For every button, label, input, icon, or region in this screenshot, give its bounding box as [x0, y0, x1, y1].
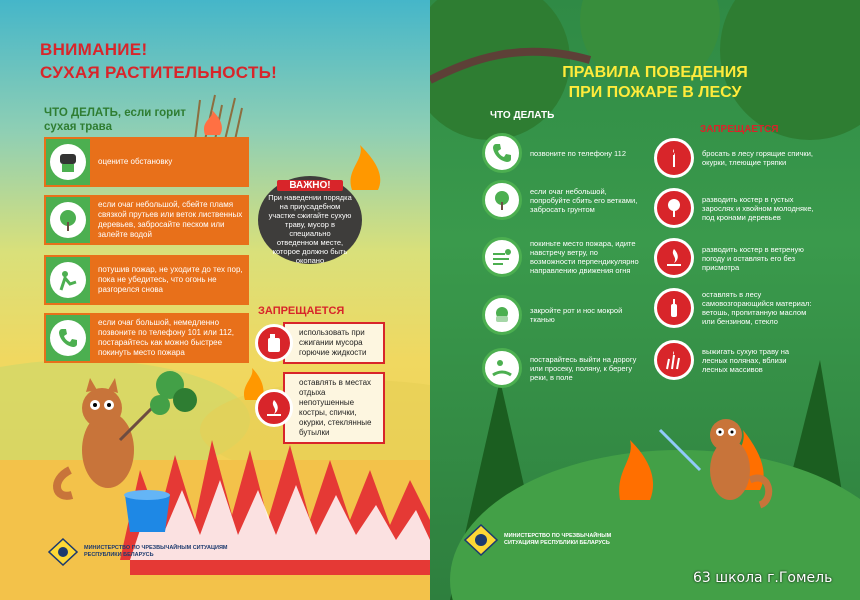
wind-direction-icon [482, 237, 522, 277]
do-text: закройте рот и нос мокрой тканью [530, 306, 623, 324]
step-card [44, 313, 249, 363]
forbidden-heading: ЗАПРЕЩАЕТСЯ [700, 124, 779, 135]
do-text: если очаг небольшой, попробуйте сбить его ветками, забросать грунтом [530, 186, 638, 214]
do-item [482, 237, 642, 277]
do-text: постарайтесь выйти на дорогу или просеку, поляну, к берегу реки, в поле [530, 354, 637, 382]
important-text: При наведении порядка на приусадебном участке сжигайте сухую траву, мусор в специально отведенном месте, которое должно быть окопано [268, 193, 352, 265]
forbidden-text: выжигать сухую траву на лесных полянах, вблизи лесных массивов [702, 346, 790, 374]
fuel-canister-icon [255, 324, 293, 362]
tree-fire-icon [654, 188, 694, 228]
school-caption: 63 школа г.Гомель [693, 570, 833, 586]
forbidden-text: разводить костер в густых зарослях и хвойном молодняке, под кронами деревьев [702, 194, 814, 222]
forbidden-text: разводить костер в ветреную погоду и оставлять его без присмотра [702, 244, 804, 272]
step-text: оцените обстановку [92, 137, 249, 187]
firefighter-icon [50, 144, 86, 180]
forbidden-item [654, 340, 814, 380]
ministry-name: МИНИСТЕРСТВО ПО ЧРЕЗВЫЧАЙНЫМ СИТУАЦИЯМ РЕСПУБЛИКИ БЕЛАРУСЬ [84, 545, 228, 558]
do-text: позвоните по телефону 112 [530, 148, 627, 158]
emergency-emblem-icon [464, 524, 498, 556]
ministry-name: МИНИСТЕРСТВО ПО ЧРЕЗВЫЧАЙНЫМ СИТУАЦИЯМ РЕСПУБЛИКИ БЕЛАРУСЬ [504, 533, 612, 546]
branch-broom-icon [482, 180, 522, 220]
forbidden-item [654, 138, 814, 178]
step-text: потушив пожар, не уходите до тех пор, пока не убедитесь, что огонь не разгорелся снова [92, 255, 249, 305]
road-exit-icon [482, 348, 522, 388]
bottle-icon [654, 288, 694, 328]
forbidden-item [255, 372, 385, 444]
page-title: ПРАВИЛА ПОВЕДЕНИЯ ПРИ ПОЖАРЕ В ЛЕСУ [562, 64, 748, 101]
important-heading: ВАЖНО! [277, 180, 343, 191]
campfire-icon [654, 238, 694, 278]
emergency-emblem-icon [48, 538, 78, 566]
forbidden-text: оставлять в местах отдыха непотушенные костры, спички, окурки, стеклянные бутылки [283, 372, 385, 444]
branch-broom-icon [50, 202, 86, 238]
phone-icon [50, 320, 86, 356]
forbidden-item [654, 238, 814, 278]
do-item [482, 180, 642, 220]
step-card [44, 137, 249, 187]
phone-icon [482, 133, 522, 173]
face-mask-icon [482, 295, 522, 335]
forbidden-text: использовать при сжигании мусора горючие жидкости [283, 322, 385, 364]
step-card [44, 255, 249, 305]
burning-match-icon [654, 138, 694, 178]
forest-fire-poster [430, 0, 860, 600]
forbidden-item [255, 322, 385, 364]
forbidden-heading: ЗАПРЕЩАЕТСЯ [258, 305, 345, 317]
do-item [482, 133, 642, 173]
forbidden-text: бросать в лесу горящие спички, окурки, тлеющие тряпки [702, 149, 813, 167]
what-to-do-heading: ЧТО ДЕЛАТЬ [490, 110, 555, 121]
step-card [44, 195, 249, 245]
page-title: ВНИМАНИЕ! СУХАЯ РАСТИТЕЛЬНОСТЬ! [40, 40, 278, 82]
forbidden-text: оставлять в лесу самовозгорающийся материал: ветошь, пропитанную маслом или бензином, стекло [702, 290, 812, 326]
campfire-icon [255, 389, 293, 427]
ministry-logo-block [464, 524, 624, 556]
person-extinguishing-icon [50, 262, 86, 298]
forbidden-item [654, 288, 814, 328]
what-to-do-heading: ЧТО ДЕЛАТЬ, если горит сухая трава [44, 107, 186, 133]
step-text: если очаг небольшой, сбейте пламя связкой прутьев или веток лиственных деревьев, забросайте песком или залейте водой [92, 195, 249, 245]
forbidden-item [654, 188, 814, 228]
do-item [482, 348, 642, 388]
important-note [258, 176, 362, 264]
do-text: покиньте место пожара, идите навстречу ветру, по возможности перпендикулярно направлению движения огня [530, 239, 639, 275]
ministry-logo-block [48, 538, 234, 566]
grass-fire-icon [654, 340, 694, 380]
step-text: если очаг большой, немедленно позвоните по телефону 101 или 112, постарайтесь как можно быстрее покинуть место пожара [92, 313, 249, 363]
do-item [482, 295, 642, 335]
